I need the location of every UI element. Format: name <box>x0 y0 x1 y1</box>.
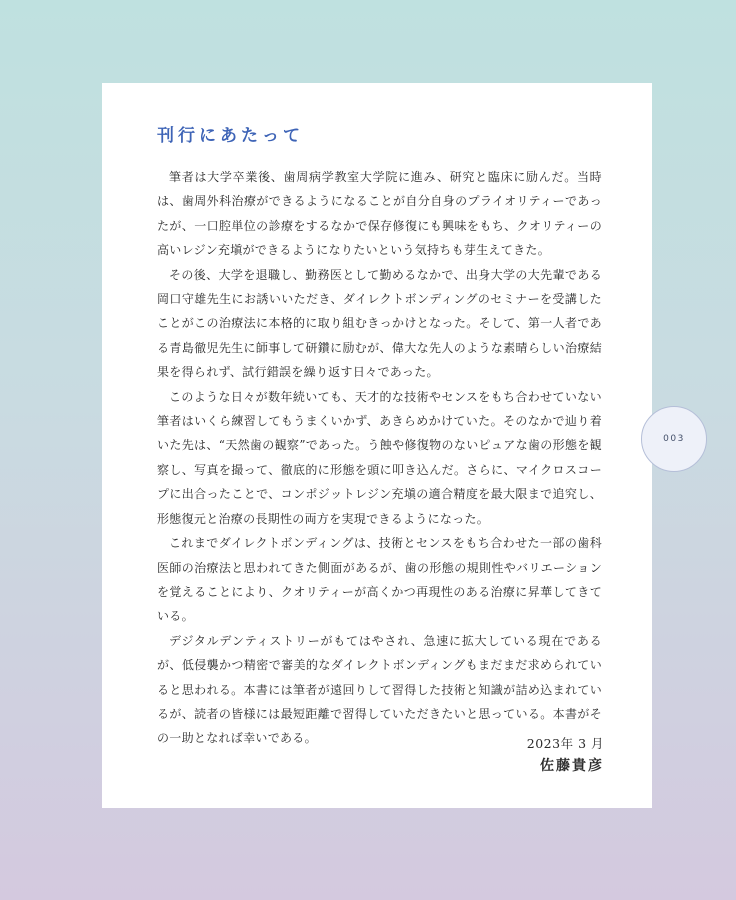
paragraph: デジタルデンティストリーがもてはやされ、急速に拡大している現在であるが、低侵襲かつ精密で審美的なダイレクトボンディングもまだまだ求められていると思われる。本書には筆者が遠回りして習得した技術と知識が詰め込まれているが、読者の皆様には最短距離で習得していただきたいと思っている。本書がその一助となれば幸いである。 <box>157 633 602 746</box>
document-page <box>102 83 652 808</box>
paragraph: このような日々が数年続いても、天才的な技術やセンスをもち合わせていない筆者はいくら練習してもうまくいかず、あきらめかけていた。そのなかで辿り着いた先は、“天然歯の観察”であった。う蝕や修復物のないピュアな歯の形態を観察し、写真を撮って、徹底的に形態を頭に叩き込んだ。さらに、マイクロスコープに出合ったことで、コンポジットレジン充塡の適合精度を最大限まで追究し、形態復元と治療の長期性の両方を実現できるようになった。 <box>157 389 602 526</box>
signature-date: 2023年 3 月 <box>526 736 604 751</box>
page-number-badge: 003 <box>641 406 707 472</box>
paragraph: これまでダイレクトボンディングは、技術とセンスをもち合わせた一部の歯科医師の治療法と思われてきた側面があるが、歯の形態の規則性やバリエーションを覚えることにより、クオリティーが高くかつ再現性のある治療に昇華してきている。 <box>157 536 602 624</box>
signature-block <box>527 733 604 777</box>
body-text <box>157 165 602 751</box>
page-title: 刊行にあたって <box>157 126 304 146</box>
author-name: 佐藤貴彦 <box>540 758 604 774</box>
paragraph: 筆者は大学卒業後、歯周病学教室大学院に進み、研究と臨床に励んだ。当時は、歯周外科治療ができるようになることが自分自身のプライオリティーであったが、一口腔単位の診療をするなかで保存修復にも興味をもち、クオリティーの高いレジン充塡ができるようになりたいという気持ちも芽生えてきた。 <box>157 170 602 258</box>
paragraph: その後、大学を退職し、勤務医として勤めるなかで、出身大学の大先輩である岡口守雄先生にお誘いいただき、ダイレクトボンディングのセミナーを受講したことがこの治療法に本格的に取り組むきっかけとなった。そして、第一人者である青島徹児先生に師事して研鑽に励むが、偉大な先人のような素晴らしい治療結果を得られず、試行錯誤を繰り返す日々であった。 <box>157 267 602 380</box>
